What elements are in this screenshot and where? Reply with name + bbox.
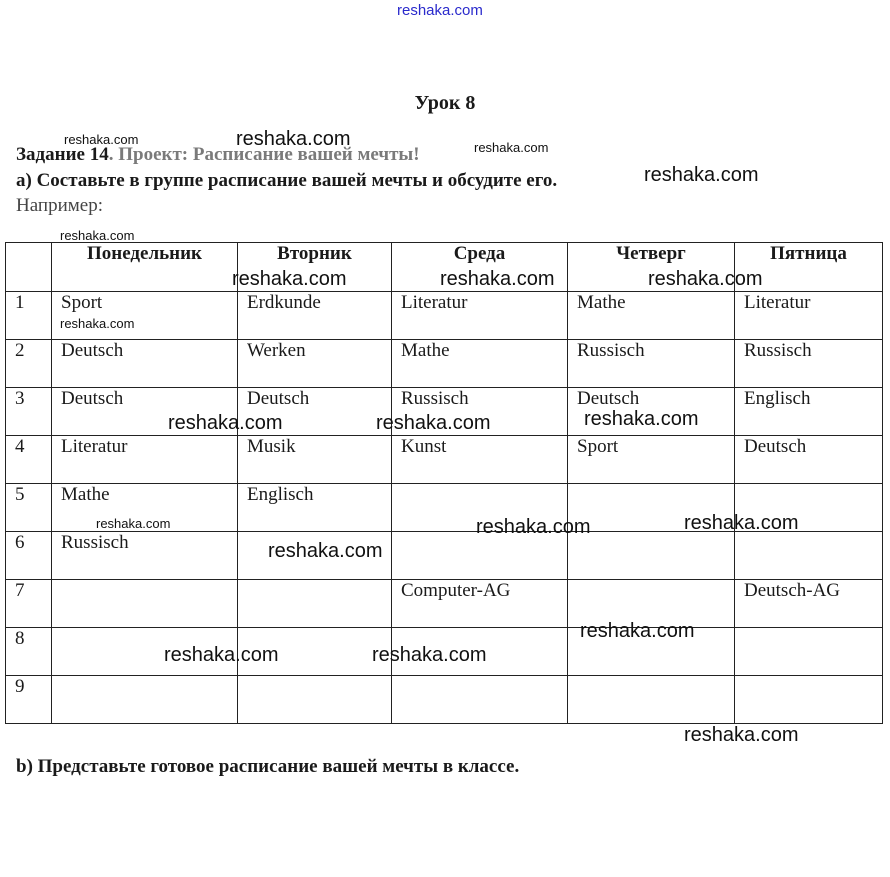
watermark: reshaka.com xyxy=(60,228,135,243)
table-cell: Russisch xyxy=(392,388,568,436)
watermark: reshaka.com xyxy=(648,268,763,290)
lesson-number: 4 xyxy=(6,436,52,484)
table-cell: Kunst xyxy=(392,436,568,484)
watermark: reshaka.com xyxy=(232,268,347,290)
table-cell xyxy=(735,532,883,580)
table-cell: Literatur xyxy=(52,436,238,484)
watermark: reshaka.com xyxy=(440,268,555,290)
table-cell: Sport xyxy=(568,436,735,484)
header-cell-tuesday: Вторник xyxy=(238,243,392,292)
header-cell-monday: Понедельник xyxy=(52,243,238,292)
watermark: reshaka.com xyxy=(376,412,491,434)
watermark: reshaka.com xyxy=(584,408,699,430)
table-cell: Musik xyxy=(238,436,392,484)
task-label: Задание 14 xyxy=(16,144,109,165)
lesson-number: 2 xyxy=(6,340,52,388)
table-cell: Mathe xyxy=(52,484,238,532)
table-cell xyxy=(735,676,883,724)
table-cell: Englisch xyxy=(735,388,883,436)
lesson-title: Урок 8 xyxy=(414,92,476,114)
table-row xyxy=(6,676,883,724)
lesson-number: 1 xyxy=(6,292,52,340)
header-cell-thursday: Четверг xyxy=(568,243,735,292)
lesson-number: 3 xyxy=(6,388,52,436)
table-cell: Mathe xyxy=(392,340,568,388)
table-cell: Russisch xyxy=(735,340,883,388)
watermark: reshaka.com xyxy=(474,140,549,155)
table-cell xyxy=(735,628,883,676)
task-heading xyxy=(16,144,420,166)
table-cell: Mathe xyxy=(568,292,735,340)
lesson-number: 8 xyxy=(6,628,52,676)
table-cell xyxy=(52,676,238,724)
table-cell: Sport xyxy=(52,292,238,340)
table-row xyxy=(6,436,883,484)
watermark: reshaka.com xyxy=(236,128,351,150)
watermark: reshaka.com xyxy=(168,412,283,434)
watermark: reshaka.com xyxy=(64,132,139,147)
table-cell: Russisch xyxy=(52,532,238,580)
task-part-a: а) Составьте в группе расписание вашей мечты и обсудите его. xyxy=(16,170,558,191)
lesson-number: 7 xyxy=(6,580,52,628)
watermark: reshaka.com xyxy=(372,644,487,666)
watermark: reshaka.com xyxy=(684,724,799,746)
watermark-top[interactable]: reshaka.com xyxy=(397,2,483,19)
watermark: reshaka.com xyxy=(644,164,759,186)
table-cell: Literatur xyxy=(392,292,568,340)
table-row xyxy=(6,292,883,340)
watermark: reshaka.com xyxy=(580,620,695,642)
header-cell-friday: Пятница xyxy=(735,243,883,292)
header-cell-num xyxy=(6,243,52,292)
lesson-number: 5 xyxy=(6,484,52,532)
table-cell: Deutsch-AG xyxy=(735,580,883,628)
lesson-number: 6 xyxy=(6,532,52,580)
table-cell xyxy=(568,676,735,724)
table-cell: Computer-AG xyxy=(392,580,568,628)
table-cell xyxy=(568,532,735,580)
table-cell: Literatur xyxy=(735,292,883,340)
table-cell: Deutsch xyxy=(735,436,883,484)
table-cell: Deutsch xyxy=(52,340,238,388)
task-title: . Проект: Расписание вашей мечты! xyxy=(108,144,420,165)
header-cell-wednesday: Среда xyxy=(392,243,568,292)
lesson-number: 9 xyxy=(6,676,52,724)
table-cell xyxy=(238,676,392,724)
table-cell: Russisch xyxy=(568,340,735,388)
watermark: reshaka.com xyxy=(60,316,135,331)
table-cell: Werken xyxy=(238,340,392,388)
watermark: reshaka.com xyxy=(684,512,799,534)
table-cell: Englisch xyxy=(238,484,392,532)
table-cell: Deutsch xyxy=(52,388,238,436)
table-cell: Deutsch xyxy=(238,388,392,436)
watermark: reshaka.com xyxy=(164,644,279,666)
table-cell xyxy=(52,580,238,628)
example-label: Например: xyxy=(16,195,103,216)
watermark: reshaka.com xyxy=(268,540,383,562)
watermark: reshaka.com xyxy=(476,516,591,538)
table-cell: Erdkunde xyxy=(238,292,392,340)
table-row xyxy=(6,340,883,388)
table-cell xyxy=(238,580,392,628)
table-row xyxy=(6,532,883,580)
task-part-b: b) Представьте готовое расписание вашей мечты в классе. xyxy=(16,756,520,777)
watermark: reshaka.com xyxy=(96,516,171,531)
table-cell: Deutsch xyxy=(568,388,735,436)
table-cell xyxy=(392,676,568,724)
table-row xyxy=(6,580,883,628)
